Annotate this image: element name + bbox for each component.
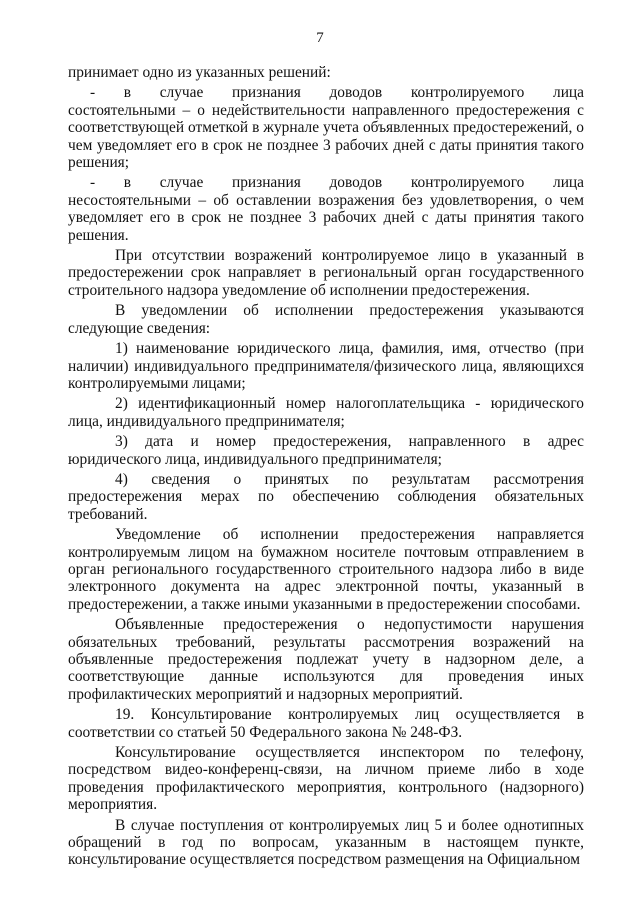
paragraph-notification-delivery: Уведомление об исполнении предостережения направляется контролируемым лицом на бумажном носителе почтовым отправлением в орган регионального государственного строительного надзора либо в виде электронного документа на адрес электронной почты, указанный в предостережении, а также иными указанными в предостережении способами. xyxy=(68,526,584,613)
paragraph-consulting-official: В случае поступления от контролируемых лиц 5 и более однотипных обращений в год по вопросам, указанным в настоящем пункте, консультирование осуществляется посредством размещения на Официальном xyxy=(68,816,584,869)
bullet-1-word: контролируемого xyxy=(410,84,525,102)
bullet-1-word: лица xyxy=(553,84,584,102)
bullet-1-word: признания xyxy=(231,84,301,102)
bullet-2-word: в xyxy=(123,174,132,192)
bullet-2-word: доводов xyxy=(329,174,383,192)
bullet-1-word: в xyxy=(123,84,132,102)
paragraph-consulting-methods: Консультирование осуществляется инспектором по телефону, посредством видео-конференц-связи, на личном приеме либо в ходе проведения профилактического мероприятия, контрольного (надзорного) мероприятия. xyxy=(68,744,584,814)
paragraph-no-objections: При отсутствии возражений контролируемое лицо в указанный в предостережении срок направляет в региональный орган государственного строительного надзора уведомление об исполнении предостережения. xyxy=(68,247,584,299)
list-item-4: 4) сведения о принятых по результатам рассмотрения предостережения мерах по обеспечению соблюдения обязательных требований. xyxy=(68,470,584,523)
paragraph-item-19: 19. Консультирование контролируемых лиц осуществляется в соответствии со статьей 50 Федерального закона № 248-ФЗ. xyxy=(68,706,584,741)
bullet-2-word: лица xyxy=(553,174,584,192)
bullet-2-text: несостоятельными – об оставлении возражения без удовлетворения, о чем уведомляет его в срок не позднее 3 рабочих дней с даты принятия такого решения. xyxy=(68,191,584,244)
bullet-2-word: признания xyxy=(231,174,301,192)
paragraph-warnings-accounting: Объявленные предостережения о недопустимости нарушения обязательных требований, результаты рассмотрения возражений на объявленные предостережения подлежат учету в надзорном деле, а соответствующие данные используются для проведения иных профилактических мероприятий и надзорных мероприятий. xyxy=(68,616,584,703)
bullet-1-first-line xyxy=(68,84,584,101)
bullet-1-word: доводов xyxy=(329,84,383,102)
paragraph-intro: принимает одно из указанных решений: xyxy=(68,64,331,81)
list-item-2: 2) идентификационный номер налогоплательщика - юридического лица, индивидуального предпринимателя; xyxy=(68,395,584,430)
page-number: 7 xyxy=(316,30,324,46)
document-body xyxy=(68,64,584,872)
bullet-2-first-line xyxy=(68,174,584,191)
bullet-2-word: контролируемого xyxy=(410,174,525,192)
bullet-2-word: случае xyxy=(159,174,204,192)
list-item-3: 3) дата и номер предостережения, направленного в адрес юридического лица, индивидуального предпринимателя; xyxy=(68,433,584,468)
bullet-1-text: состоятельными – о недействительности направленного предостережения с соответствующей отметкой в журнале учета объявленных предостережений, о чем уведомляет его в срок не позднее 3 рабочих дней с даты принятия такого решения; xyxy=(68,101,584,172)
bullet-1-word: случае xyxy=(159,84,204,102)
bullet-1-word: - xyxy=(90,84,96,102)
list-item-1: 1) наименование юридического лица, фамилия, имя, отчество (при наличии) индивидуального предпринимателя/физического лица, являющихся контролируемыми лицами; xyxy=(68,340,584,392)
bullet-2-word: - xyxy=(90,174,96,192)
paragraph-notification-contents: В уведомлении об исполнении предостережения указываются следующие сведения: xyxy=(68,302,584,337)
